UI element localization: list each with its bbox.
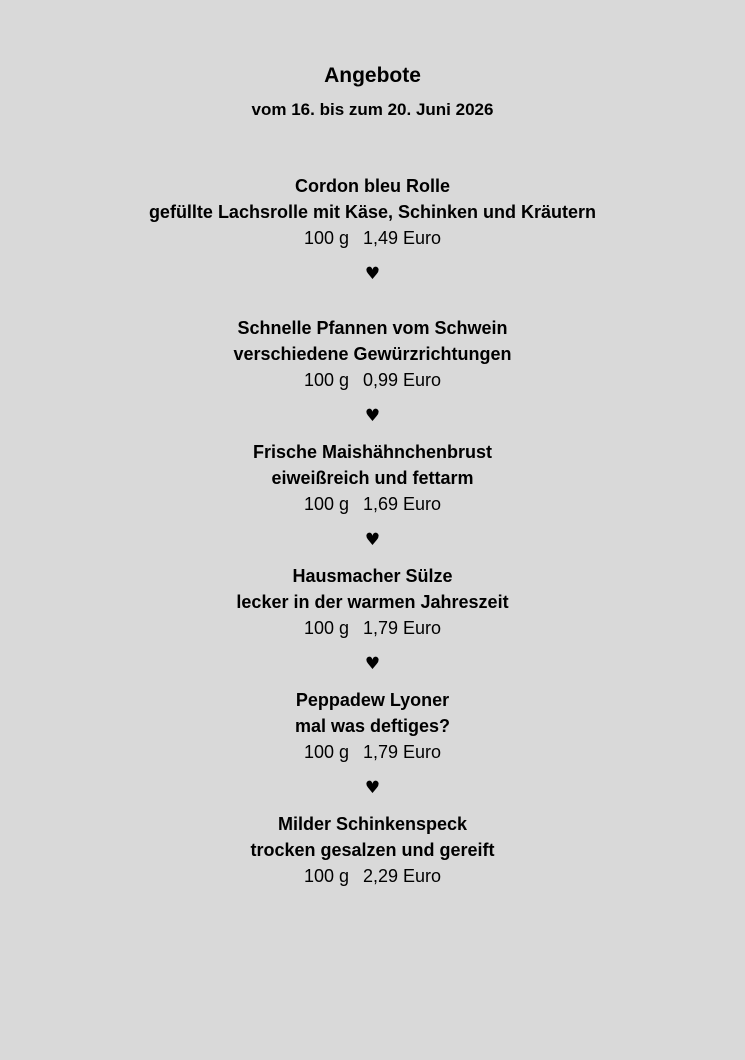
offer-item (0, 811, 745, 889)
offer-name: Milder Schinkenspeck (277, 814, 468, 834)
offer-name: Cordon bleu Rolle (295, 176, 450, 196)
offer-item (0, 563, 745, 641)
offer-name: Peppadew Lyoner (295, 690, 450, 710)
offer-name: Frische Maishähnchenbrust (252, 442, 493, 462)
heart-icon: ♥ (364, 654, 381, 674)
offer-price-line (0, 615, 745, 641)
offer-price: 1,69 Euro (362, 494, 442, 514)
offer-description: eiweißreich und fettarm (271, 468, 474, 488)
offer-description: trocken gesalzen und gereift (250, 840, 495, 860)
date-range-subtitle: vom 16. bis zum 20. Juni 2026 (251, 100, 494, 119)
offer-quantity: 100 g (303, 742, 349, 762)
offer-price-line (0, 491, 745, 517)
offer-item (0, 687, 745, 765)
offer-price-line (0, 863, 745, 889)
offer-description: gefüllte Lachsrolle mit Käse, Schinken und Kräutern (148, 202, 597, 222)
heart-icon: ♥ (364, 264, 381, 284)
offer-item (0, 439, 745, 517)
offer-description: mal was deftiges? (294, 716, 451, 736)
heart-icon: ♥ (364, 530, 381, 550)
heart-icon: ♥ (364, 406, 381, 426)
offer-name: Hausmacher Sülze (292, 566, 453, 586)
page-title: Angebote (324, 64, 421, 87)
offer-description: lecker in der warmen Jahreszeit (236, 592, 509, 612)
heart-icon: ♥ (364, 778, 381, 798)
offer-price: 2,29 Euro (362, 866, 442, 886)
offer-quantity: 100 g (303, 494, 349, 514)
offer-price: 1,79 Euro (362, 742, 442, 762)
offer-quantity: 100 g (303, 228, 349, 248)
offer-quantity: 100 g (303, 618, 349, 638)
offer-price-line (0, 739, 745, 765)
offers-list (0, 173, 745, 889)
offer-price-line (0, 367, 745, 393)
offer-description: verschiedene Gewürzrichtungen (233, 344, 512, 364)
offer-quantity: 100 g (303, 370, 349, 390)
offer-item (0, 173, 745, 251)
offer-price: 1,49 Euro (362, 228, 442, 248)
offer-price: 1,79 Euro (362, 618, 442, 638)
offer-quantity: 100 g (303, 866, 349, 886)
offer-price: 0,99 Euro (362, 370, 442, 390)
offer-price-line (0, 225, 745, 251)
offer-name: Schnelle Pfannen vom Schwein (237, 318, 508, 338)
offer-item (0, 315, 745, 393)
